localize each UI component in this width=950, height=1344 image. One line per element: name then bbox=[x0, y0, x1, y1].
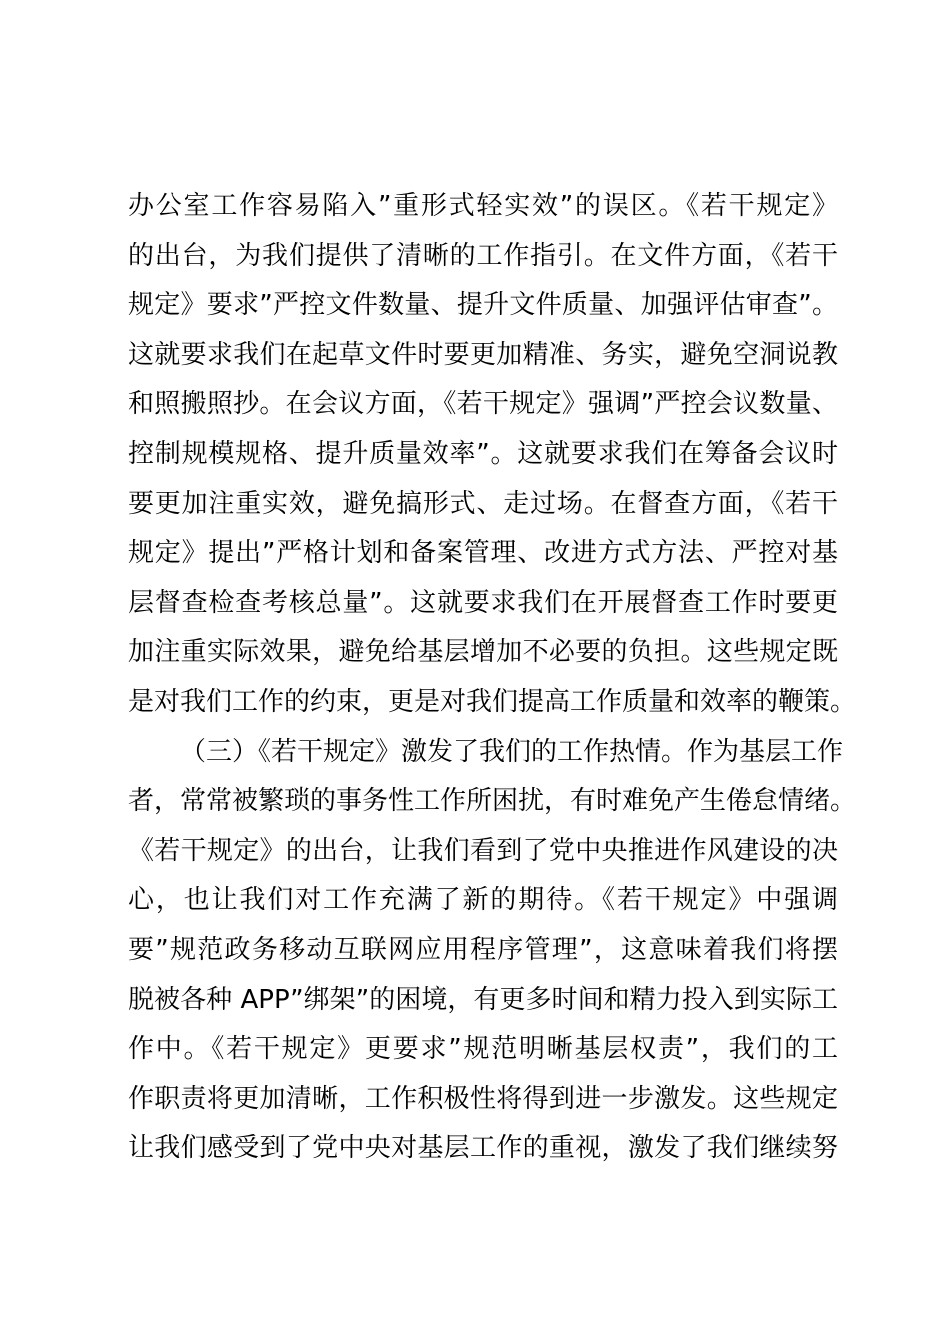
text-line: 让我们感受到了党中央对基层工作的重视，激发了我们继续努 bbox=[128, 1133, 838, 1164]
text-line: 加注重实际效果，避免给基层增加不必要的负担。这些规定既 bbox=[128, 637, 838, 668]
section-heading-line: （三）《若干规定》激发了我们的工作热情。作为基层工作 bbox=[180, 736, 844, 767]
body-text bbox=[128, 182, 857, 1174]
text-line: 规定》要求”严控文件数量、提升文件质量、加强评估审查”。 bbox=[128, 290, 838, 321]
text-line: 要更加注重实效，避免搞形式、走过场。在督查方面，《若干 bbox=[128, 488, 838, 519]
text-line: 心，也让我们对工作充满了新的期待。《若干规定》中强调 bbox=[128, 885, 838, 916]
text-line: 办公室工作容易陷入”重形式轻实效”的误区。《若干规定》 bbox=[128, 191, 838, 221]
text-line: 作中。《若干规定》更要求”规范明晰基层权责”，我们的工 bbox=[128, 1034, 838, 1065]
text-line: 的出台，为我们提供了清晰的工作指引。在文件方面，《若干 bbox=[128, 240, 838, 271]
text-line: 这就要求我们在起草文件时要更加精准、务实，避免空洞说教 bbox=[128, 339, 838, 370]
text-line: 脱被各种 APP”绑架”的困境，有更多时间和精力投入到实际工 bbox=[128, 984, 838, 1015]
text-line: 《若干规定》的出台，让我们看到了党中央推进作风建设的决 bbox=[128, 835, 838, 866]
text-line: 层督查检查考核总量”。这就要求我们在开展督查工作时要更 bbox=[128, 587, 838, 618]
text-line: 规定》提出”严格计划和备案管理、改进方式方法、严控对基 bbox=[128, 538, 838, 569]
text-line: 者，常常被繁琐的事务性工作所困扰，有时难免产生倦怠情绪。 bbox=[128, 786, 857, 817]
text-line: 和照搬照抄。在会议方面，《若干规定》强调”严控会议数量、 bbox=[128, 389, 838, 420]
text-line: 作职责将更加清晰，工作积极性将得到进一步激发。这些规定 bbox=[128, 1083, 838, 1114]
text-line: 是对我们工作的约束，更是对我们提高工作质量和效率的鞭策。 bbox=[128, 686, 857, 717]
text-line: 控制规模规格、提升质量效率”。这就要求我们在筹备会议时 bbox=[128, 438, 838, 469]
text-line: 要”规范政务移动互联网应用程序管理”，这意味着我们将摆 bbox=[128, 934, 838, 965]
